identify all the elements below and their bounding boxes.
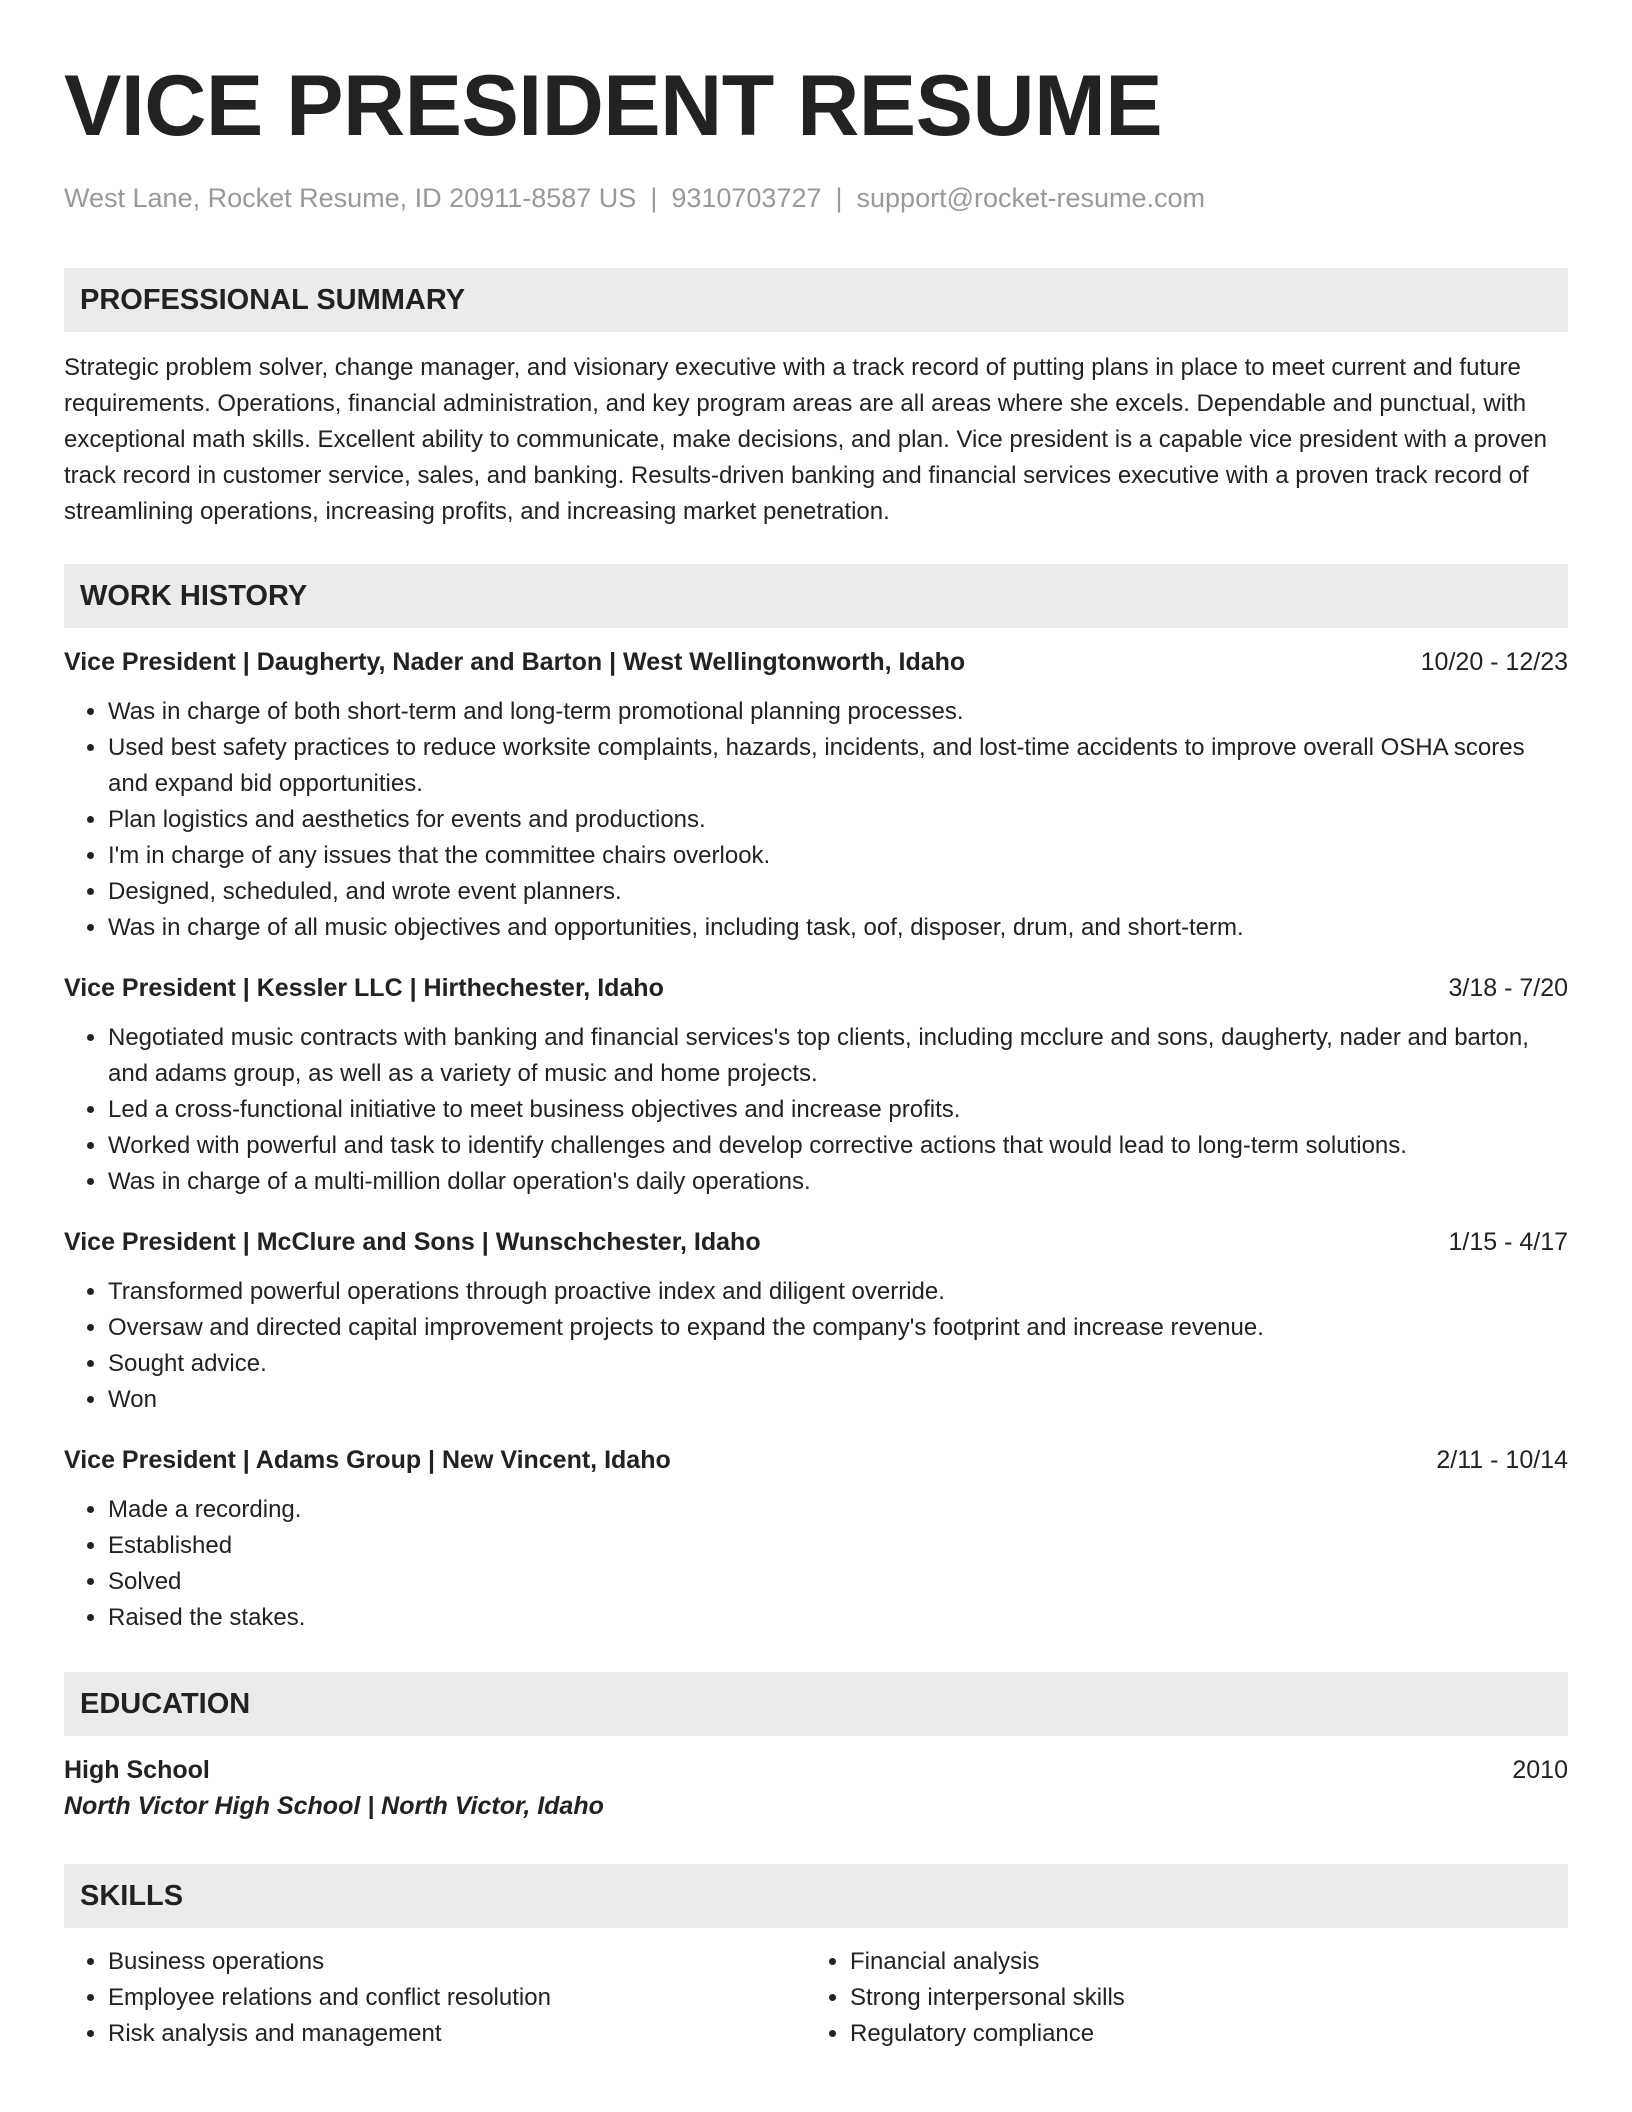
job-entry <box>64 970 1568 1200</box>
education-year: 2010 <box>1512 1756 1568 1784</box>
job-bullet: • Transformed powerful operations through proactive index and diligent override. <box>108 1274 1568 1310</box>
resume-title: VICE PRESIDENT RESUME <box>64 58 1163 154</box>
job-bullet-list <box>64 1274 1568 1418</box>
job-bullet-list <box>64 1020 1568 1200</box>
job-bullet: • Was in charge of both short-term and long-term promotional planning processes. <box>108 694 1568 730</box>
skill-item: • Strong interpersonal skills <box>850 1980 1548 2016</box>
job-bullet-list <box>64 1492 1568 1636</box>
skill-item: • Risk analysis and management <box>108 2016 806 2052</box>
skills-grid <box>64 1944 1568 2052</box>
job-entry <box>64 1442 1568 1636</box>
job-bullet: • Established <box>108 1528 1568 1564</box>
education-school: North Victor High School | North Victor, Idaho <box>64 1792 604 1820</box>
job-bullet: • Negotiated music contracts with banking and financial services's top clients, including mcclure and sons, daugherty, nader and barton, and adams group, as well as a variety of music and home projects. <box>108 1020 1568 1092</box>
skill-item: • Regulatory compliance <box>850 2016 1548 2052</box>
section-header-skills: SKILLS <box>64 1864 1568 1928</box>
job-bullet: • Used best safety practices to reduce worksite complaints, hazards, incidents, and lost-time accidents to improve overall OSHA scores and expand bid opportunities. <box>108 730 1568 802</box>
job-heading: Vice President | Adams Group | New Vincent, Idaho <box>64 1446 671 1474</box>
job-heading: Vice President | Kessler LLC | Hirthechester, Idaho <box>64 974 664 1002</box>
job-bullet-list <box>64 694 1568 946</box>
job-bullet: • Raised the stakes. <box>108 1600 1568 1636</box>
job-bullet: • Oversaw and directed capital improvement projects to expand the company's footprint and increase revenue. <box>108 1310 1568 1346</box>
contact-line <box>64 178 1568 218</box>
contact-phone: 9310703727 <box>671 183 822 213</box>
job-heading: Vice President | McClure and Sons | Wunschchester, Idaho <box>64 1228 761 1256</box>
job-heading: Vice President | Daugherty, Nader and Barton | West Wellingtonworth, Idaho <box>64 648 966 676</box>
job-dates: 2/11 - 10/14 <box>1436 1446 1568 1474</box>
section-header-work-history: WORK HISTORY <box>64 564 1568 628</box>
section-header-education: EDUCATION <box>64 1672 1568 1736</box>
contact-address: West Lane, Rocket Resume, ID 20911-8587 US <box>64 183 637 213</box>
job-bullet: • Made a recording. <box>108 1492 1568 1528</box>
job-entry <box>64 1224 1568 1418</box>
skills-column-left <box>64 1944 806 2052</box>
contact-email: support@rocket-resume.com <box>856 183 1206 213</box>
job-bullet: • Solved <box>108 1564 1568 1600</box>
job-bullet: • I'm in charge of any issues that the committee chairs overlook. <box>108 838 1568 874</box>
education-entry <box>64 1752 1568 1824</box>
job-bullet: • Was in charge of all music objectives and opportunities, including task, oof, disposer, drum, and short-term. <box>108 910 1568 946</box>
resume-page <box>64 0 1568 2052</box>
section-header-summary: PROFESSIONAL SUMMARY <box>64 268 1568 332</box>
skill-item: • Employee relations and conflict resolution <box>108 1980 806 2016</box>
job-bullet: • Was in charge of a multi-million dollar operation's daily operations. <box>108 1164 1568 1200</box>
skills-column-right <box>806 1944 1548 2052</box>
work-history-list <box>64 644 1568 1636</box>
contact-separator: | <box>835 183 843 213</box>
job-dates: 10/20 - 12/23 <box>1420 648 1568 676</box>
job-bullet: • Designed, scheduled, and wrote event planners. <box>108 874 1568 910</box>
job-bullet: • Led a cross-functional initiative to meet business objectives and increase profits. <box>108 1092 1568 1128</box>
job-bullet: • Won <box>108 1382 1568 1418</box>
skill-item: • Business operations <box>108 1944 806 1980</box>
contact-separator: | <box>650 183 658 213</box>
job-bullet: • Sought advice. <box>108 1346 1568 1382</box>
skill-item: • Financial analysis <box>850 1944 1548 1980</box>
job-bullet: • Plan logistics and aesthetics for events and productions. <box>108 802 1568 838</box>
job-dates: 3/18 - 7/20 <box>1448 974 1568 1002</box>
job-entry <box>64 644 1568 946</box>
summary-text: Strategic problem solver, change manager, and visionary executive with a track record of putting plans in place to meet current and future requirements. Operations, financial administration, and key program areas are all areas where she excels. Dependable and punctual, with exceptional math skills. Excellent ability to communicate, make decisions, and plan. Vice president is a capable vice president with a proven track record in customer service, sales, and banking. Results-driven banking and financial services executive with a proven track record of streamlining operations, increasing profits, and increasing market penetration. <box>64 354 1547 525</box>
job-bullet: • Worked with powerful and task to identify challenges and develop corrective actions that would lead to long-term solutions. <box>108 1128 1568 1164</box>
education-degree: High School <box>64 1756 210 1784</box>
job-dates: 1/15 - 4/17 <box>1448 1228 1568 1256</box>
